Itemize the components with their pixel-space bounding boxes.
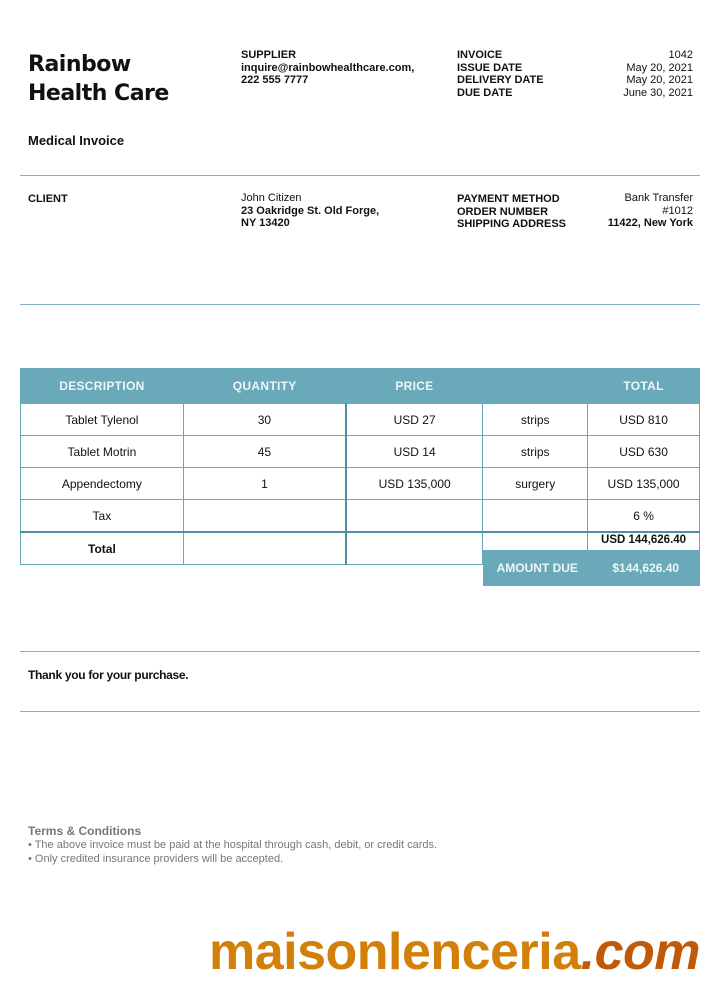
watermark: [209, 922, 700, 982]
issue-date-label: ISSUE DATE: [457, 61, 523, 74]
divider: [20, 304, 700, 305]
quantity-cell: 30: [183, 404, 346, 436]
divider: [20, 175, 700, 176]
payment-method-label: PAYMENT METHOD: [457, 193, 560, 205]
supplier-label: SUPPLIER: [241, 49, 297, 61]
price-cell: USD 14: [346, 436, 483, 468]
supplier-phone: 222 555 7777: [241, 74, 309, 86]
table-row: [21, 468, 700, 500]
total-label: Total: [21, 532, 184, 565]
thank-you-note: Thank you for your purchase.: [28, 668, 189, 682]
unit-cell: surgery: [483, 468, 588, 500]
price-cell: USD 135,000: [346, 468, 483, 500]
shipping-address-label: SHIPPING ADDRESS: [457, 218, 567, 230]
delivery-date: May 20, 2021: [626, 74, 693, 86]
table-row: [21, 500, 700, 533]
invoice-meta-values: [623, 49, 693, 99]
cell: [183, 532, 346, 565]
payment-method: Bank Transfer: [624, 192, 693, 204]
col-quantity: QUANTITY: [183, 369, 346, 404]
client-label: CLIENT: [28, 193, 68, 205]
client-name: John Citizen: [241, 192, 302, 204]
divider: [20, 651, 700, 652]
invoice-label: INVOICE: [457, 49, 503, 61]
watermark-main: maisonlenceria: [209, 923, 581, 981]
price-cell: [346, 500, 483, 533]
price-cell: USD 27: [346, 404, 483, 436]
doc-type: Medical Invoice: [28, 133, 125, 148]
cell: [346, 532, 483, 565]
shipping-address: 11422, New York: [607, 217, 693, 229]
terms-block: [28, 824, 437, 866]
payment-meta-values: [608, 192, 693, 230]
amount-due-box: [483, 550, 700, 586]
divider: [20, 711, 700, 712]
description-cell: Tablet Tylenol: [21, 404, 184, 436]
total-cell: USD 630: [588, 436, 700, 468]
order-number: #1012: [662, 204, 693, 217]
description-cell: Appendectomy: [21, 468, 184, 500]
client-address-line2: NY 13420: [241, 217, 290, 229]
amount-due-value: $144,626.40: [612, 561, 680, 575]
table-header: [21, 369, 700, 404]
terms-title: Terms & Conditions: [28, 824, 142, 838]
client-block: [241, 192, 379, 230]
line-items-table: [20, 368, 700, 565]
total-cell: USD 810: [588, 404, 700, 436]
quantity-cell: 45: [183, 436, 346, 468]
table-row: [21, 404, 700, 436]
unit-cell: strips: [483, 436, 588, 468]
description-cell: Tax: [21, 500, 184, 533]
order-number-label: ORDER NUMBER: [457, 205, 549, 218]
total-cell: USD 135,000: [588, 468, 700, 500]
client-address-line1: 23 Oakridge St. Old Forge,: [241, 204, 380, 217]
issue-date: May 20, 2021: [626, 61, 693, 74]
quantity-cell: 1: [183, 468, 346, 500]
total-value: USD 144,626.40: [588, 532, 700, 565]
watermark-tld: .com: [580, 923, 700, 981]
delivery-date-label: DELIVERY DATE: [457, 74, 544, 86]
payment-meta-labels: [457, 193, 566, 231]
unit-cell: strips: [483, 404, 588, 436]
due-date-label: DUE DATE: [457, 86, 513, 99]
terms-item: • Only credited insurance providers will be accepted.: [28, 853, 284, 865]
table-row: [21, 436, 700, 468]
description-cell: Tablet Motrin: [21, 436, 184, 468]
col-description: DESCRIPTION: [21, 369, 184, 404]
col-unit: [483, 369, 588, 404]
col-total: TOTAL: [588, 369, 700, 404]
supplier-email: inquire@rainbowhealthcare.com,: [241, 61, 415, 74]
company-name: Rainbow Health Care: [28, 52, 169, 106]
supplier-block: [241, 49, 414, 87]
invoice-meta-labels: [457, 49, 544, 99]
unit-cell: [483, 500, 588, 533]
quantity-cell: [183, 500, 346, 533]
due-date: June 30, 2021: [623, 86, 693, 99]
col-price: PRICE: [346, 369, 483, 404]
terms-item: • The above invoice must be paid at the hospital through cash, debit, or credit cards.: [28, 839, 438, 851]
invoice-number: 1042: [668, 49, 693, 61]
amount-due-label: AMOUNT DUE: [496, 561, 578, 575]
total-cell: 6 %: [588, 500, 700, 533]
